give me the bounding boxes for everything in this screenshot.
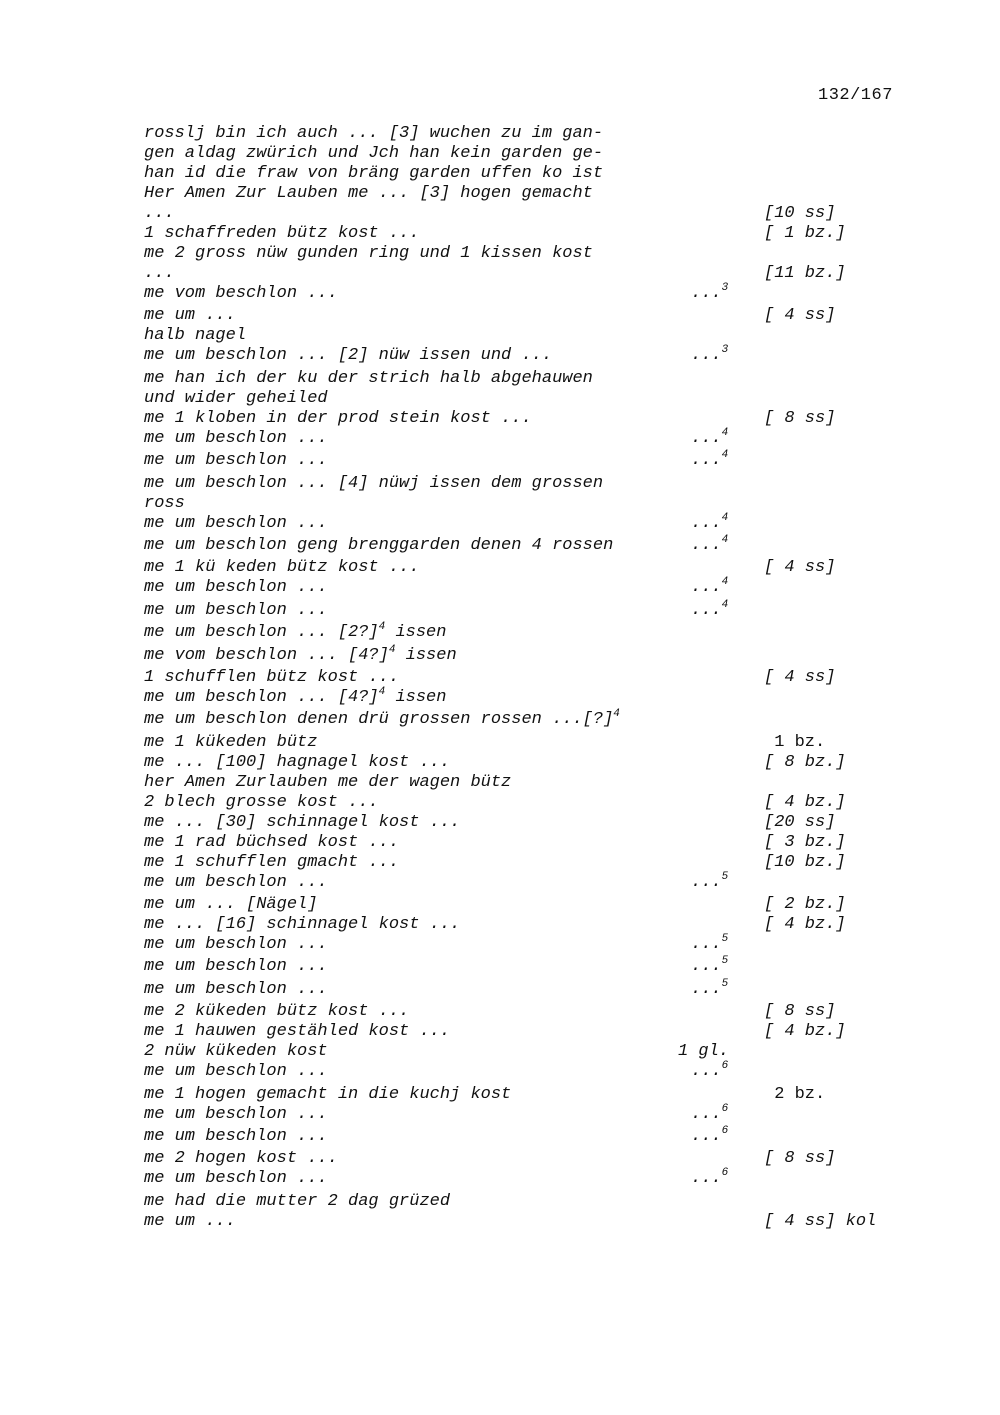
amount: [ 4 bz.]: [764, 1022, 846, 1042]
line-text-tail: issen: [385, 687, 447, 707]
reference-column: [691, 282, 729, 303]
text-line: [144, 1213, 904, 1233]
line-text: [144, 475, 603, 492]
line-text-main: me um beschlon geng brenggarden denen 4 rossen: [144, 535, 614, 555]
text-line: [144, 598, 904, 624]
reference-text: ...: [691, 428, 722, 448]
footnote-marker: 4: [378, 685, 386, 698]
line-text: [144, 370, 593, 387]
line-text-main: me um ...: [144, 306, 236, 326]
text-line: [144, 559, 904, 579]
text-line: [144, 307, 904, 327]
text-line: [144, 533, 904, 559]
line-text: [144, 1003, 409, 1020]
footnote-marker: 6: [721, 1125, 729, 1138]
line-text-main: me 1 kü keden bütz kost ...: [144, 558, 420, 578]
text-line: [144, 1125, 904, 1150]
reference-column: [691, 576, 729, 598]
line-text: [144, 205, 175, 222]
text-line: [144, 916, 904, 936]
line-text-main: me 1 rad büchsed kost ...: [144, 832, 400, 852]
transcription-body: [144, 125, 904, 1233]
line-text: [144, 125, 603, 142]
line-text: [144, 936, 328, 953]
line-text-main: me 1 kloben in der prod stein kost ...: [144, 408, 532, 428]
line-text-main: me han ich der ku der strich halb abgehauwen: [144, 368, 593, 388]
line-text: [144, 1086, 511, 1103]
reference-column: [691, 870, 729, 892]
line-text-main: me um beschlon ...: [144, 979, 328, 999]
text-line: [144, 834, 904, 854]
line-text: [144, 814, 460, 831]
line-text-main: rosslj bin ich auch ... [3] wuchen zu im gan-: [144, 124, 604, 143]
footnote-marker: 6: [721, 1060, 729, 1073]
line-text-main: me um beschlon ...: [144, 1062, 328, 1082]
text-line: [144, 245, 904, 265]
footnote-marker: 4: [613, 708, 620, 721]
text-line: [144, 1167, 904, 1192]
text-line: [144, 390, 904, 410]
line-text-main: me um beschlon ... [2?]: [144, 623, 379, 643]
line-text-main: me um beschlon ...: [144, 872, 328, 892]
footnote-marker: 4: [721, 576, 729, 589]
line-text: [144, 981, 328, 998]
line-text-main: me 1 hogen gemacht in die kuchj kost: [144, 1084, 512, 1104]
line-text: [144, 896, 317, 913]
line-text-main: me um beschlon ...: [144, 957, 328, 977]
amount: [10 bz.]: [764, 852, 846, 872]
line-text: [144, 265, 175, 282]
text-line: [144, 327, 904, 347]
text-line: [144, 621, 904, 646]
amount: [ 4 ss]: [764, 306, 836, 326]
text-line: [144, 1023, 904, 1043]
line-text: [144, 430, 328, 447]
amount: [ 4 bz.]: [764, 915, 846, 935]
line-text-main: 2 nüw kükeden kost: [144, 1042, 328, 1062]
line-text: [144, 165, 603, 182]
reference-text: ...: [691, 284, 722, 303]
line-text-main: me 1 schufflen gmacht ...: [144, 852, 400, 872]
reference-text: 1 gl.: [678, 1042, 730, 1062]
line-text: [144, 1023, 450, 1040]
line-text-main: me 1 kükeden bütz: [144, 732, 318, 752]
footnote-marker: 4: [721, 449, 729, 462]
line-text-main: me um beschlon ...: [144, 451, 328, 471]
footnote-marker: 4: [721, 511, 729, 524]
reference-column: [691, 933, 729, 955]
amount: [ 8 ss]: [764, 1002, 836, 1022]
amount: 2 bz.: [764, 1084, 826, 1104]
line-text-main: me 2 gross nüw gunden ring und 1 kissen kost: [144, 244, 593, 263]
line-text-main: me um beschlon ... [4] nüwj issen dem grossen: [144, 473, 604, 493]
text-line: [144, 685, 904, 711]
line-text-main: me um beschlon ...: [144, 935, 328, 955]
line-text: [144, 834, 399, 851]
line-text: [144, 285, 338, 302]
line-text-main: me vom beschlon ... [4?]: [144, 645, 389, 665]
line-text: [144, 734, 317, 751]
footnote-marker: 3: [721, 282, 729, 294]
line-text: [144, 327, 246, 344]
text-line: [144, 410, 904, 430]
text-line: [144, 165, 904, 185]
reference-text: ...: [691, 578, 722, 598]
line-text-main: me um beschlon ...: [144, 513, 328, 533]
footnote-marker: 3: [721, 344, 729, 357]
line-text-main: ...: [144, 204, 175, 223]
text-line: [144, 854, 904, 874]
line-text-main: me um beschlon ...: [144, 600, 328, 620]
line-text-main: ...: [144, 264, 175, 283]
amount: [ 2 bz.]: [764, 895, 846, 915]
line-text: [144, 347, 552, 364]
text-line: [144, 669, 904, 689]
reference-text: ...: [691, 935, 722, 955]
line-text: [144, 854, 399, 871]
line-text-main: 1 schufflen bütz kost ...: [144, 667, 400, 687]
line-text: [144, 916, 460, 933]
line-text: [144, 452, 328, 469]
amount: [ 8 ss]: [764, 408, 836, 428]
line-text: [144, 754, 450, 771]
line-text-main: her Amen Zurlauben me der wagen bütz: [144, 772, 512, 792]
line-text: [144, 1170, 328, 1187]
line-text-main: me ... [16] schinnagel kost ...: [144, 915, 461, 935]
line-text-main: me ... [100] hagnagel kost ...: [144, 752, 451, 772]
text-line: [144, 955, 904, 980]
reference-text: ...: [691, 1062, 722, 1082]
line-text-tail: issen: [395, 645, 457, 665]
line-text: [144, 515, 328, 532]
text-line: [144, 933, 904, 958]
reference-column: [678, 1043, 729, 1060]
line-text-main: me 2 hogen kost ...: [144, 1149, 338, 1169]
line-text: [144, 1106, 328, 1123]
line-text: [144, 874, 328, 891]
line-text-main: me um beschlon ...: [144, 1127, 328, 1147]
reference-text: ...: [691, 979, 722, 999]
text-line: [144, 344, 904, 369]
line-text: [144, 1043, 328, 1060]
amount: [11 bz.]: [764, 264, 846, 283]
line-text: [144, 559, 419, 576]
text-line: [144, 794, 904, 814]
text-line: [144, 125, 904, 145]
reference-column: [691, 1102, 729, 1124]
footnote-marker: 4: [721, 426, 729, 439]
reference-text: ...: [691, 346, 722, 366]
line-text: [144, 602, 328, 619]
line-text-main: ross: [144, 493, 185, 513]
amount: [ 4 ss]: [764, 667, 836, 687]
amount: [20 ss]: [764, 812, 836, 832]
line-text: [144, 537, 613, 554]
text-line: [144, 225, 904, 245]
reference-column: [691, 1167, 729, 1189]
line-text-main: me ... [30] schinnagel kost ...: [144, 812, 461, 832]
amount: [ 1 bz.]: [764, 224, 846, 243]
line-text: [144, 1213, 236, 1230]
line-text-main: me um beschlon denen drü grossen rossen ...[?]: [144, 710, 614, 730]
line-text: [144, 390, 328, 407]
page-number: 132/167: [818, 86, 893, 105]
amount: [ 4 bz.]: [764, 792, 846, 812]
line-text-main: me 2 kükeden bütz kost ...: [144, 1002, 410, 1022]
text-line: [144, 370, 904, 390]
line-text-main: han id die fraw von bräng garden uffen ko ist: [144, 164, 604, 183]
footnote-marker: 5: [721, 933, 729, 946]
text-line: [144, 265, 904, 285]
text-line: [144, 734, 904, 754]
reference-text: ...: [691, 513, 722, 533]
reference-column: [691, 344, 729, 366]
text-line: [144, 282, 904, 307]
reference-column: [691, 977, 729, 999]
text-line: [144, 475, 904, 495]
line-text-main: me um ...: [144, 1211, 236, 1231]
reference-text: ...: [691, 1104, 722, 1124]
reference-column: [691, 598, 729, 620]
amount: [ 4 ss]: [764, 558, 836, 578]
reference-column: [691, 511, 729, 533]
amount: [ 8 bz.]: [764, 752, 846, 772]
reference-text: ...: [691, 451, 722, 471]
line-text-main: me um beschlon ... [4?]: [144, 687, 379, 707]
line-text: [144, 621, 447, 643]
line-text-main: me vom beschlon ...: [144, 284, 338, 303]
amount: [ 8 ss]: [764, 1149, 836, 1169]
line-text: [144, 1193, 450, 1210]
line-text: [144, 669, 399, 686]
line-text-tail: issen: [385, 623, 447, 643]
amount: [ 4 ss] kol: [764, 1211, 877, 1231]
line-text: [144, 1150, 338, 1167]
footnote-marker: 5: [721, 955, 729, 968]
line-text-main: 1 schaffreden bütz kost ...: [144, 224, 420, 243]
reference-text: ...: [691, 600, 722, 620]
reference-text: ...: [691, 1127, 722, 1147]
reference-column: [691, 1060, 729, 1082]
line-text: [144, 145, 603, 162]
line-text-main: und wider geheiled: [144, 388, 328, 408]
line-text-main: me um beschlon ...: [144, 578, 328, 598]
reference-column: [691, 426, 729, 448]
text-line: [144, 870, 904, 896]
line-text-main: me um beschlon ... [2] nüw issen und ...: [144, 346, 553, 366]
text-line: [144, 814, 904, 834]
amount: [ 3 bz.]: [764, 832, 846, 852]
footnote-marker: 6: [721, 1167, 729, 1180]
line-text: [144, 245, 593, 262]
text-line: [144, 754, 904, 774]
line-text: [144, 410, 532, 427]
reference-text: ...: [691, 957, 722, 977]
footnote-marker: 4: [378, 621, 386, 634]
text-line: [144, 205, 904, 225]
line-text-main: me um beschlon ...: [144, 428, 328, 448]
footnote-marker: 4: [388, 643, 396, 656]
line-text-main: halb nagel: [144, 326, 247, 346]
line-text: [144, 685, 447, 707]
footnote-marker: 5: [721, 977, 729, 990]
text-line: [144, 1003, 904, 1023]
text-line: [144, 896, 904, 916]
line-text: [144, 958, 328, 975]
amount: [10 ss]: [764, 204, 836, 223]
text-line: [144, 185, 904, 205]
reference-column: [691, 955, 729, 977]
line-text: [144, 774, 511, 791]
footnote-marker: 4: [721, 598, 729, 611]
text-line: [144, 1060, 904, 1085]
text-line: [144, 145, 904, 165]
footnote-marker: 4: [721, 533, 729, 546]
line-text: [144, 794, 379, 811]
line-text: [144, 495, 185, 512]
amount: 1 bz.: [764, 732, 826, 752]
line-text: [144, 579, 328, 596]
text-line: [144, 1086, 904, 1106]
line-text: [144, 643, 457, 665]
reference-column: [691, 449, 729, 471]
text-line: [144, 1150, 904, 1170]
line-text-main: me had die mutter 2 dag grüzed: [144, 1191, 451, 1211]
reference-column: [691, 533, 729, 555]
line-text-main: gen aldag zwürich und Jch han kein garden ge-: [144, 144, 604, 163]
footnote-marker: 5: [721, 870, 729, 883]
text-line: [144, 426, 904, 452]
text-line: [144, 1102, 904, 1128]
line-text: [144, 225, 419, 242]
line-text-main: me um ... [Nägel]: [144, 895, 318, 915]
line-text: [144, 307, 236, 324]
text-line: [144, 643, 904, 669]
line-text: [144, 1063, 328, 1080]
line-text-main: me um beschlon ...: [144, 1104, 328, 1124]
text-line: [144, 449, 904, 474]
line-text: [144, 1128, 328, 1145]
text-line: [144, 977, 904, 1003]
text-line: [144, 1043, 904, 1063]
reference-column: [691, 1125, 729, 1147]
line-text: [144, 708, 620, 730]
line-text: [144, 185, 593, 202]
text-line: [144, 576, 904, 601]
footnote-marker: 6: [721, 1102, 729, 1115]
line-text-main: me 1 hauwen gestähled kost ...: [144, 1022, 451, 1042]
text-line: [144, 511, 904, 537]
line-text-main: me um beschlon ...: [144, 1169, 328, 1189]
reference-text: ...: [691, 535, 722, 555]
line-text-main: Her Amen Zur Lauben me ... [3] hogen gemacht: [144, 184, 593, 203]
text-line: [144, 708, 904, 733]
text-line: [144, 774, 904, 794]
reference-text: ...: [691, 1169, 722, 1189]
line-text-main: 2 blech grosse kost ...: [144, 792, 379, 812]
text-line: [144, 1193, 904, 1213]
reference-text: ...: [691, 872, 722, 892]
text-line: [144, 495, 904, 515]
